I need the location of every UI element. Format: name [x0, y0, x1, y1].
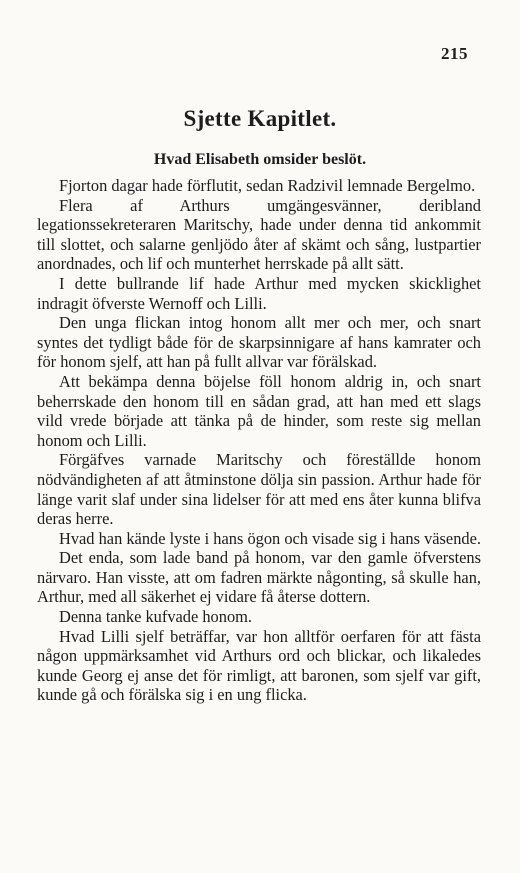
chapter-title: Sjette Kapitlet.	[183, 106, 337, 131]
paragraph: Fjorton dagar hade förflutit, sedan Radzivil lemnade Bergelmo.	[59, 176, 476, 195]
paragraph: Att bekämpa denna böjelse föll honom aldrig in, och snart beherrskade den honom till en sådan grad, att han med ett slags vild vrede började att tänka på de hinder, som reste sig mellan honom och Lilli.	[37, 371, 481, 450]
paragraph: I dette bullrande lif hade Arthur med mycken skicklighet indragit öfverste Wernoff och Lilli.	[37, 273, 481, 313]
paragraph: Den unga flickan intog honom allt mer och mer, och snart syntes det tydligt både för de skarpsinnigare af hans kamrater och för honom sjelf, att han på fullt allvar var förälskad.	[37, 313, 481, 372]
paragraph: Denna tanke kufvade honom.	[59, 607, 252, 627]
paragraph: Flera af Arthurs umgängesvänner, deribland legationssekreteraren Maritschy, hade under denna tid ankommit till slottet, och salarne genljödo åter af skämt och sång, lustpartier anordnades, och lif och munterhet herrskade på allt sätt.	[37, 195, 481, 274]
page-number: 215	[441, 44, 468, 63]
paragraph: Förgäfves varnade Maritschy och föreställde honom nödvändigheten af att åtminstone dölja sin passion. Arthur hade för länge varit slaf under sina lidelser för att med ens åter kunna blifva deras herre.	[37, 450, 481, 529]
paragraph: Hvad han kände lyste i hans ögon och visade sig i hans väsende.	[59, 528, 481, 548]
paragraph: Hvad Lilli sjelf beträffar, var hon alltför oerfaren för att fästa någon uppmärksamhet vid Arthurs ord och blickar, och likaledes kunde Georg ej anse det för rimligt, att baronen, som sjelf var gift, kunde gå och förälska sig i en ung flicka.	[37, 626, 481, 705]
paragraph: Det enda, som lade band på honom, var den gamle öfverstens närvaro. Han visste, att om fadren märkte någonting, så skulle han, Arthur, med all säkerhet ej vidare få återse dottern.	[37, 548, 481, 607]
body-text	[37, 176, 481, 705]
chapter-subtitle: Hvad Elisabeth omsider beslöt.	[153, 151, 367, 168]
